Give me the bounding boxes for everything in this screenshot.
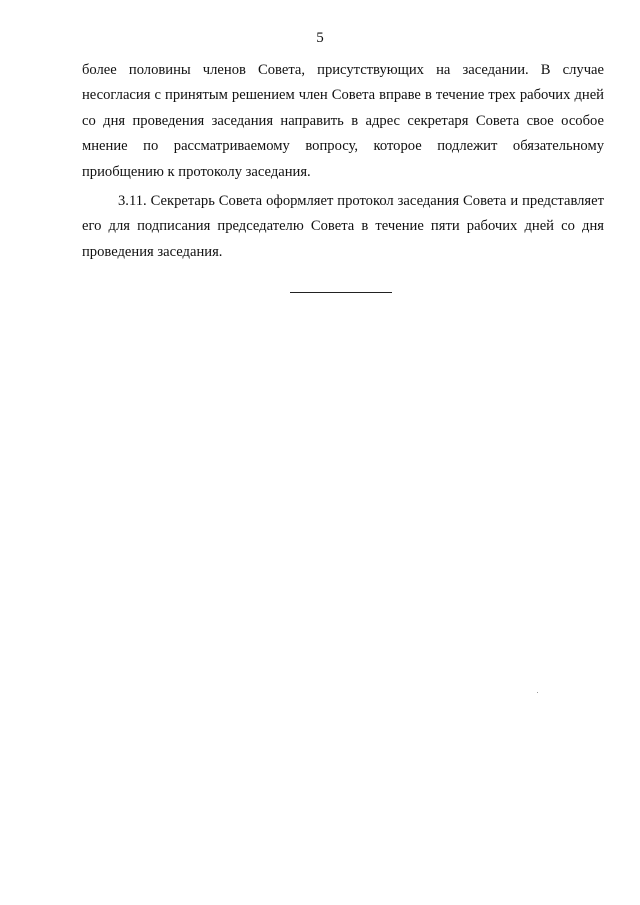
page-number: 5: [316, 30, 324, 46]
end-of-document-rule: [290, 292, 392, 293]
paragraph-continuation: более половины членов Совета, присутствующих на заседании. В случае несогласия с принятым решением член Совета вправе в течение трех рабочих дней со дня проведения заседания направить в адрес секретаря Совета свое особое мнение по рассматриваемому вопросу, которое подлежит обязательному приобщению к протоколу заседания.: [82, 62, 604, 180]
scan-speck: [537, 692, 538, 693]
paragraph-3-11: 3.11. Секретарь Совета оформляет протокол заседания Совета и представляет его для подписания председателю Совета в течение пяти рабочих дней со дня проведения заседания.: [82, 193, 604, 260]
document-body: [82, 58, 604, 265]
